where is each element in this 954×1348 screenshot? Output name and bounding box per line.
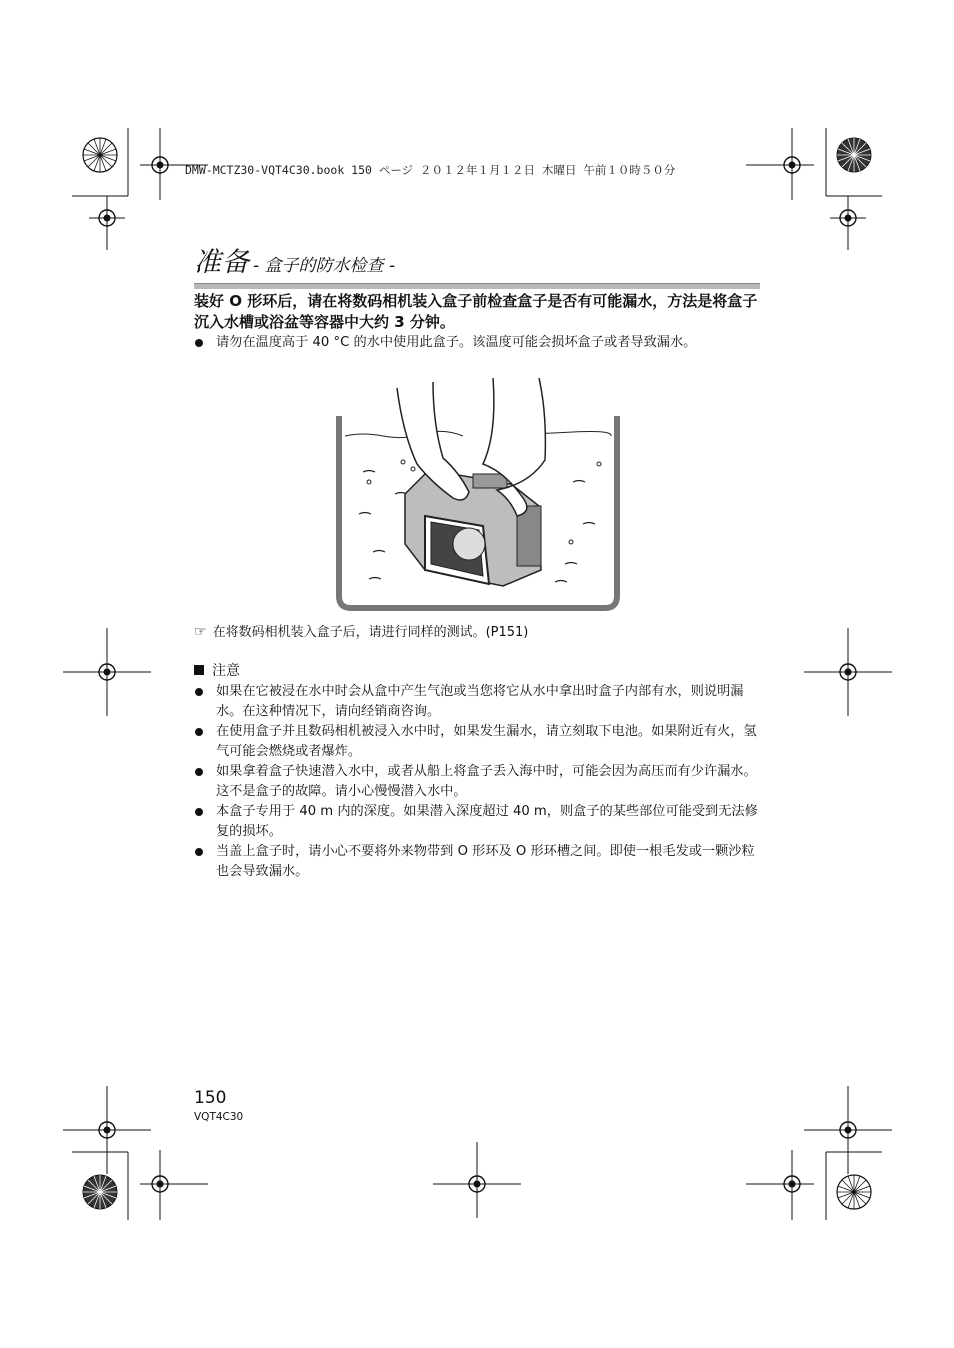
title-rule — [194, 283, 760, 289]
list-item: 请勿在温度高于 40 °C 的水中使用此盒子。该温度可能会损坏盒子或者导致漏水。 — [194, 333, 766, 353]
section-title — [194, 240, 760, 289]
notes-heading-text: 注意 — [212, 663, 240, 679]
intro-paragraph: 装好 O 形环后，请在将数码相机装入盒子前检查盒子是否有可能漏水，方法是将盒子沉入水槽或浴盆等容器中大约 3 分钟。 — [194, 292, 758, 331]
list-item: 本盒子专用于 40 m 内的深度。如果潜入深度超过 40 m，则盒子的某些部位可能受到无法修复的损坏。 — [194, 802, 766, 842]
top-bullet-list — [194, 333, 766, 353]
notes-list — [194, 682, 766, 882]
pointing-hand-icon: ☞ — [194, 624, 207, 640]
square-bullet-icon — [194, 665, 204, 675]
title-main: 准备 — [194, 247, 250, 278]
print-header: DMW-MCTZ30-VQT4C30.book 150 ページ ２０１２年１月１２日 木曜日 午前１０時５０分 — [185, 163, 676, 177]
submerge-test-illustration — [333, 374, 623, 614]
model-code: VQT4C30 — [194, 1111, 244, 1123]
list-item: 如果拿着盒子快速潜入水中，或者从船上将盒子丢入海中时，可能会因为高压而有少许漏水。这不是盒子的故障。请小心慢慢潜入水中。 — [194, 762, 766, 802]
list-item: 当盖上盒子时，请小心不要将外来物带到 O 形环及 O 形环槽之间。即使一根毛发或一颗沙粒也会导致漏水。 — [194, 842, 766, 882]
page-number: 150 — [194, 1088, 227, 1108]
notes-heading — [194, 660, 240, 680]
list-item: 在使用盒子并且数码相机被浸入水中时，如果发生漏水，请立刻取下电池。如果附近有火，氢气可能会燃烧或者爆炸。 — [194, 722, 766, 762]
reference-line — [194, 621, 528, 640]
list-item: 如果在它被浸在水中时会从盒中产生气泡或当您将它从水中拿出时盒子内部有水，则说明漏水。在这种情况下，请向经销商咨询。 — [194, 682, 766, 722]
reference-text: 在将数码相机装入盒子后，请进行同样的测试。(P151) — [212, 625, 529, 640]
title-sub: - 盒子的防水检查 - — [253, 256, 396, 276]
